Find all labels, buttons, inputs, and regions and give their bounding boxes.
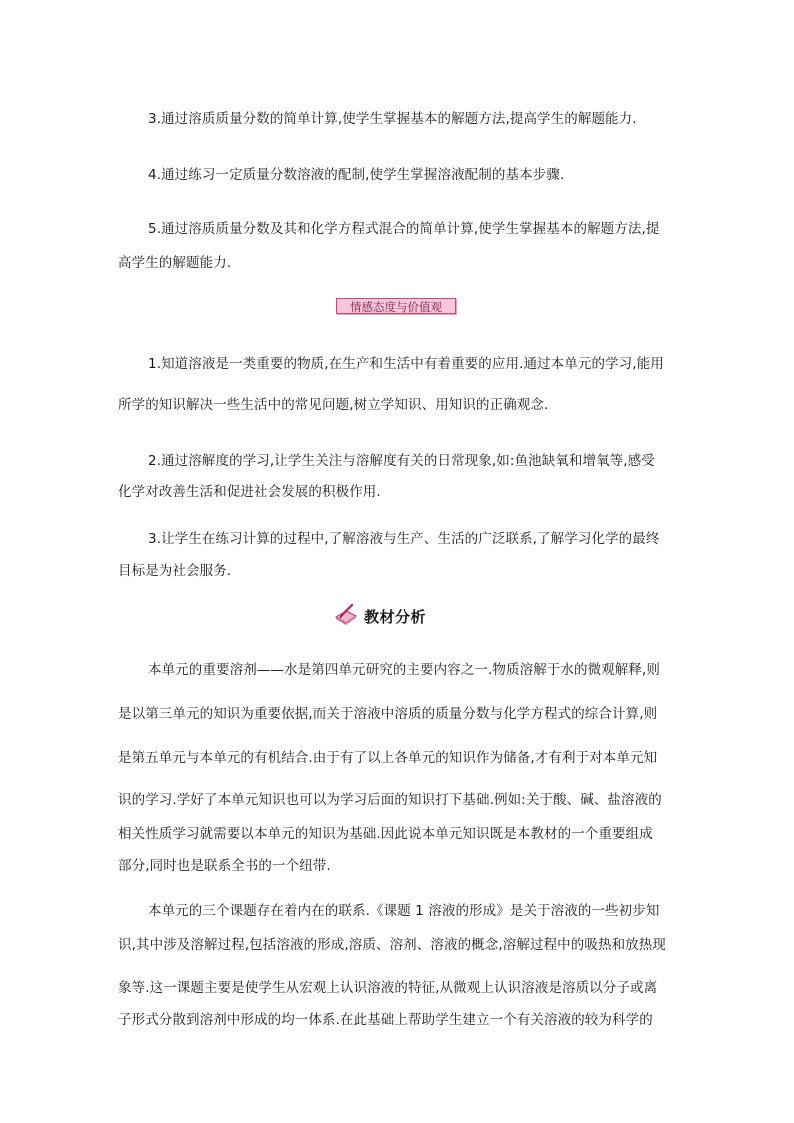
objective-5-line-2: 高学生的解题能力. <box>118 255 232 271</box>
attitude-1-line-1: 1.知道溶液是一类重要的物质,在生产和生活中有着重要的应用.通过本单元的学习,能用 <box>148 356 664 372</box>
attitude-2-line-2: 化学对改善生活和促进社会发展的积极作用. <box>118 484 381 500</box>
book-pen-icon <box>334 603 358 629</box>
analysis-line-9: 象等.这一课题主要是使学生从宏观上认识溶液的特征,从微观上认识溶液是溶质以分子或离 <box>118 980 658 996</box>
analysis-line-8: 识,其中涉及溶解过程,包括溶液的形成,溶质、溶剂、溶液的概念,溶解过程中的吸热和放热现 <box>118 937 666 953</box>
analysis-line-2: 是以第三单元的知识为重要依据,而关于溶液中溶质的质量分数与化学方程式的综合计算,则 <box>118 706 658 722</box>
objective-4: 4.通过练习一定质量分数溶液的配制,使学生掌握溶液配制的基本步骤. <box>148 167 565 183</box>
section-title: 教材分析 <box>364 607 427 626</box>
analysis-line-1: 本单元的重要溶剂——水是第四单元研究的主要内容之一.物质溶解于水的微观解释,则 <box>148 662 660 678</box>
analysis-line-5: 相关性质学习就需要以本单元的知识为基础.因此说本单元知识既是本教材的一个重要组成 <box>118 826 653 842</box>
attitude-2-line-1: 2.通过溶解度的学习,让学生关注与溶解度有关的日常现象,如:鱼池缺氧和增氧等,感受 <box>148 453 655 469</box>
objective-5-line-1: 5.通过溶质质量分数及其和化学方程式混合的简单计算,使学生掌握基本的解题方法,提 <box>148 221 660 237</box>
analysis-line-7: 本单元的三个课题存在着内在的联系.《课题 1 溶液的形成》是关于溶液的一些初步知 <box>148 903 660 919</box>
attitude-values-badge: 情感态度与价值观 <box>336 298 456 314</box>
analysis-line-4: 识的学习.学好了本单元知识也可以为学习后面的知识打下基础.例如:关于酸、碱、盐溶液的 <box>118 792 662 808</box>
attitude-3-line-2: 目标是为社会服务. <box>118 563 232 579</box>
attitude-3-line-1: 3.让学生在练习计算的过程中,了解溶液与生产、生活的广泛联系,了解学习化学的最终 <box>148 531 660 547</box>
analysis-line-6: 部分,同时也是联系全书的一个纽带. <box>118 858 331 874</box>
objective-3: 3.通过溶质质量分数的简单计算,使学生掌握基本的解题方法,提高学生的解题能力. <box>148 111 637 127</box>
analysis-line-3: 是第五单元与本单元的有机结合.由于有了以上各单元的知识作为储备,才有利于对本单元知 <box>118 750 658 766</box>
section-heading <box>334 603 426 629</box>
analysis-line-10: 子形式分散到溶剂中形成的均一体系.在此基础上帮助学生建立一个有关溶液的较为科学的 <box>118 1012 653 1028</box>
attitude-1-line-2: 所学的知识解决一些生活中的常见问题,树立学知识、用知识的正确观念. <box>118 397 549 413</box>
